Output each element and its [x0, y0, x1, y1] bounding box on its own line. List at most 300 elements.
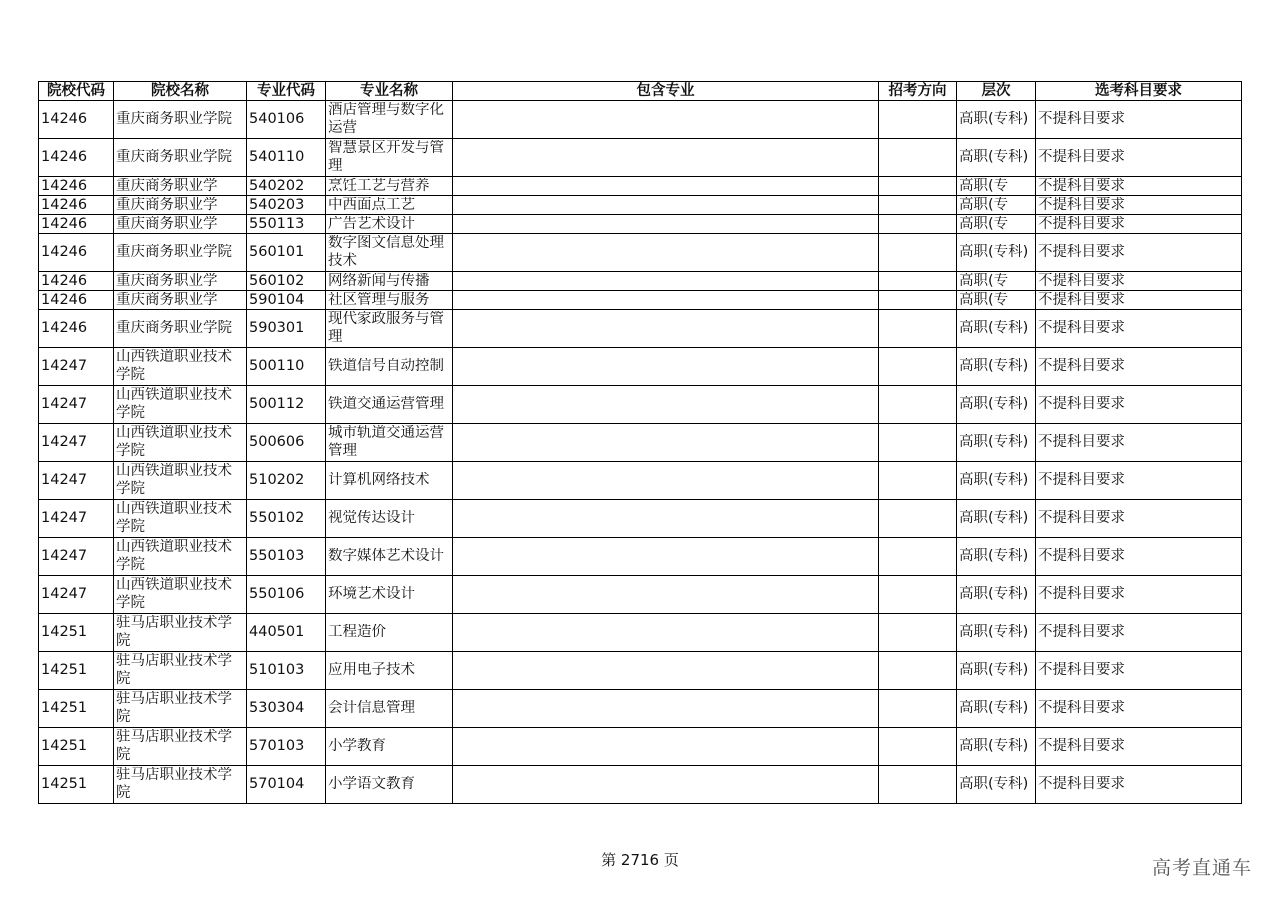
major-name-cell [326, 728, 453, 766]
table-row [39, 177, 1242, 196]
school-code-cell [39, 348, 114, 386]
school-code-cell-text: 14246 [41, 243, 88, 260]
header-major-name: 专业名称 [326, 82, 453, 101]
school-code-cell-text: 14246 [41, 110, 88, 127]
table-row [39, 234, 1242, 272]
subject-requirement-cell [1036, 576, 1242, 614]
subject-requirement-cell-text: 不提科目要求 [1038, 585, 1125, 602]
subject-requirement-cell [1036, 728, 1242, 766]
direction-cell [879, 177, 957, 196]
major-code-cell [247, 310, 326, 348]
school-code-cell [39, 538, 114, 576]
major-code-cell-text: 500110 [249, 357, 305, 374]
major-code-cell [247, 538, 326, 576]
major-code-cell [247, 766, 326, 804]
school-code-cell [39, 291, 114, 310]
school-name-cell-text: 重庆商务职业学 [116, 215, 218, 232]
table-row [39, 576, 1242, 614]
school-name-cell-text: 驻马店职业技术学院 [116, 767, 232, 801]
school-code-cell-text: 14246 [41, 272, 88, 289]
school-name-cell [114, 386, 247, 424]
school-code-cell [39, 652, 114, 690]
subject-requirement-cell-text: 不提科目要求 [1038, 737, 1125, 754]
school-name-cell [114, 500, 247, 538]
school-name-cell-text: 山西铁道职业技术学院 [116, 349, 232, 383]
included-majors-cell [453, 291, 879, 310]
table-row [39, 272, 1242, 291]
major-code-cell [247, 348, 326, 386]
major-name-cell-text: 数字图文信息处理技术 [328, 235, 444, 269]
major-name-cell-text: 智慧景区开发与管理 [328, 140, 444, 174]
subject-requirement-cell-text: 不提科目要求 [1038, 547, 1125, 564]
major-name-cell [326, 177, 453, 196]
table-row [39, 101, 1242, 139]
major-code-cell-text: 530304 [249, 699, 305, 716]
school-name-cell [114, 177, 247, 196]
level-cell [957, 348, 1036, 386]
direction-cell [879, 424, 957, 462]
subject-requirement-cell-text: 不提科目要求 [1038, 243, 1125, 260]
school-name-cell-text: 驻马店职业技术学院 [116, 615, 232, 649]
level-cell-text: 高职(专 [959, 196, 1009, 213]
major-code-cell-text: 590301 [249, 319, 305, 336]
table-row [39, 652, 1242, 690]
level-cell [957, 101, 1036, 139]
level-cell [957, 500, 1036, 538]
subject-requirement-cell [1036, 652, 1242, 690]
level-cell [957, 614, 1036, 652]
school-code-cell [39, 101, 114, 139]
major-name-cell [326, 348, 453, 386]
subject-requirement-cell [1036, 500, 1242, 538]
level-cell-text: 高职(专科) [959, 319, 1029, 336]
direction-cell [879, 500, 957, 538]
subject-requirement-cell [1036, 177, 1242, 196]
level-cell-text: 高职(专科) [959, 699, 1029, 716]
subject-requirement-cell-text: 不提科目要求 [1038, 395, 1125, 412]
included-majors-cell [453, 614, 879, 652]
included-majors-cell [453, 177, 879, 196]
major-name-cell-text: 会计信息管理 [328, 699, 415, 716]
included-majors-cell [453, 310, 879, 348]
major-code-cell [247, 652, 326, 690]
school-code-cell [39, 424, 114, 462]
school-name-cell-text: 驻马店职业技术学院 [116, 729, 232, 763]
header-school-code: 院校代码 [39, 82, 114, 101]
subject-requirement-cell-text: 不提科目要求 [1038, 433, 1125, 450]
level-cell [957, 386, 1036, 424]
direction-cell [879, 538, 957, 576]
major-name-cell [326, 652, 453, 690]
school-code-cell [39, 234, 114, 272]
major-name-cell-text: 网络新闻与传播 [328, 272, 430, 289]
school-code-cell [39, 766, 114, 804]
school-code-cell [39, 215, 114, 234]
major-name-cell [326, 101, 453, 139]
subject-requirement-cell-text: 不提科目要求 [1038, 319, 1125, 336]
direction-cell [879, 652, 957, 690]
direction-cell [879, 101, 957, 139]
major-code-cell [247, 196, 326, 215]
major-name-cell-text: 广告艺术设计 [328, 215, 415, 232]
table-row [39, 139, 1242, 177]
school-name-cell [114, 728, 247, 766]
school-code-cell-text: 14251 [41, 699, 88, 716]
included-majors-cell [453, 538, 879, 576]
school-name-cell-text: 山西铁道职业技术学院 [116, 539, 232, 573]
included-majors-cell [453, 386, 879, 424]
school-name-cell-text: 重庆商务职业学院 [116, 319, 232, 336]
major-name-cell [326, 272, 453, 291]
direction-cell [879, 310, 957, 348]
major-name-cell [326, 462, 453, 500]
school-name-cell-text: 山西铁道职业技术学院 [116, 463, 232, 497]
major-code-cell-text: 500606 [249, 433, 305, 450]
subject-requirement-cell [1036, 215, 1242, 234]
subject-requirement-cell [1036, 291, 1242, 310]
subject-requirement-cell [1036, 196, 1242, 215]
table-row [39, 462, 1242, 500]
major-code-cell-text: 590104 [249, 291, 305, 308]
level-cell-text: 高职(专科) [959, 471, 1029, 488]
included-majors-cell [453, 462, 879, 500]
level-cell [957, 690, 1036, 728]
level-cell-text: 高职(专 [959, 291, 1009, 308]
table-row [39, 538, 1242, 576]
school-code-cell-text: 14247 [41, 357, 88, 374]
level-cell [957, 310, 1036, 348]
major-name-cell [326, 386, 453, 424]
direction-cell [879, 348, 957, 386]
major-code-cell-text: 550106 [249, 585, 305, 602]
included-majors-cell [453, 348, 879, 386]
level-cell [957, 215, 1036, 234]
major-name-cell [326, 139, 453, 177]
major-code-cell-text: 440501 [249, 623, 305, 640]
school-name-cell [114, 652, 247, 690]
included-majors-cell [453, 766, 879, 804]
school-name-cell [114, 462, 247, 500]
major-name-cell-text: 烹饪工艺与营养 [328, 177, 430, 194]
school-name-cell-text: 重庆商务职业学 [116, 291, 218, 308]
major-code-cell [247, 462, 326, 500]
level-cell-text: 高职(专科) [959, 585, 1029, 602]
direction-cell [879, 690, 957, 728]
major-code-cell-text: 540203 [249, 196, 305, 213]
major-name-cell-text: 社区管理与服务 [328, 291, 430, 308]
level-cell [957, 424, 1036, 462]
school-name-cell [114, 424, 247, 462]
school-name-cell [114, 348, 247, 386]
major-name-cell [326, 196, 453, 215]
header-direction: 招考方向 [879, 82, 957, 101]
table-row [39, 196, 1242, 215]
level-cell-text: 高职(专科) [959, 737, 1029, 754]
subject-requirement-cell-text: 不提科目要求 [1038, 196, 1125, 213]
school-name-cell-text: 山西铁道职业技术学院 [116, 577, 232, 611]
subject-requirement-cell-text: 不提科目要求 [1038, 215, 1125, 232]
school-code-cell-text: 14246 [41, 215, 88, 232]
subject-requirement-cell-text: 不提科目要求 [1038, 357, 1125, 374]
school-name-cell-text: 驻马店职业技术学院 [116, 653, 232, 687]
table-row [39, 291, 1242, 310]
level-cell [957, 576, 1036, 614]
included-majors-cell [453, 424, 879, 462]
major-name-cell-text: 铁道信号自动控制 [328, 357, 444, 374]
included-majors-cell [453, 728, 879, 766]
major-name-cell [326, 538, 453, 576]
included-majors-cell [453, 101, 879, 139]
school-name-cell [114, 310, 247, 348]
major-code-cell [247, 101, 326, 139]
school-name-cell-text: 重庆商务职业学 [116, 177, 218, 194]
major-code-cell-text: 540110 [249, 148, 305, 165]
major-name-cell-text: 铁道交通运营管理 [328, 395, 444, 412]
school-code-cell-text: 14251 [41, 661, 88, 678]
school-name-cell [114, 690, 247, 728]
direction-cell [879, 386, 957, 424]
school-code-cell [39, 386, 114, 424]
major-code-cell [247, 291, 326, 310]
school-code-cell [39, 500, 114, 538]
school-code-cell [39, 462, 114, 500]
school-name-cell [114, 101, 247, 139]
level-cell [957, 766, 1036, 804]
school-code-cell [39, 728, 114, 766]
direction-cell [879, 139, 957, 177]
major-name-cell-text: 小学语文教育 [328, 775, 415, 792]
major-name-cell [326, 690, 453, 728]
school-name-cell-text: 山西铁道职业技术学院 [116, 387, 232, 421]
included-majors-cell [453, 576, 879, 614]
school-name-cell [114, 766, 247, 804]
level-cell [957, 462, 1036, 500]
level-cell-text: 高职(专科) [959, 775, 1029, 792]
included-majors-cell [453, 500, 879, 538]
included-majors-cell [453, 139, 879, 177]
school-code-cell-text: 14247 [41, 471, 88, 488]
direction-cell [879, 215, 957, 234]
direction-cell [879, 614, 957, 652]
school-name-cell [114, 139, 247, 177]
school-code-cell-text: 14246 [41, 196, 88, 213]
subject-requirement-cell [1036, 462, 1242, 500]
major-name-cell-text: 小学教育 [328, 737, 386, 754]
major-code-cell-text: 540202 [249, 177, 305, 194]
header-major-code: 专业代码 [247, 82, 326, 101]
major-code-cell [247, 614, 326, 652]
table-row [39, 500, 1242, 538]
level-cell-text: 高职(专 [959, 215, 1009, 232]
subject-requirement-cell-text: 不提科目要求 [1038, 661, 1125, 678]
major-code-cell [247, 234, 326, 272]
level-cell-text: 高职(专科) [959, 110, 1029, 127]
level-cell-text: 高职(专科) [959, 243, 1029, 260]
level-cell-text: 高职(专科) [959, 357, 1029, 374]
table-row [39, 215, 1242, 234]
school-code-cell-text: 14247 [41, 433, 88, 450]
major-code-cell-text: 510103 [249, 661, 305, 678]
school-code-cell-text: 14251 [41, 737, 88, 754]
school-code-cell-text: 14251 [41, 623, 88, 640]
school-name-cell-text: 重庆商务职业学院 [116, 148, 232, 165]
level-cell [957, 652, 1036, 690]
table-header-row [39, 82, 1242, 101]
level-cell-text: 高职(专科) [959, 661, 1029, 678]
level-cell [957, 728, 1036, 766]
major-name-cell [326, 310, 453, 348]
major-code-cell [247, 386, 326, 424]
subject-requirement-cell-text: 不提科目要求 [1038, 471, 1125, 488]
subject-requirement-cell [1036, 139, 1242, 177]
school-code-cell-text: 14246 [41, 177, 88, 194]
level-cell-text: 高职(专科) [959, 623, 1029, 640]
level-cell [957, 538, 1036, 576]
school-code-cell [39, 576, 114, 614]
subject-requirement-cell [1036, 386, 1242, 424]
school-name-cell [114, 215, 247, 234]
school-name-cell [114, 614, 247, 652]
level-cell-text: 高职(专 [959, 272, 1009, 289]
level-cell-text: 高职(专科) [959, 148, 1029, 165]
table-row [39, 348, 1242, 386]
level-cell [957, 234, 1036, 272]
table-row [39, 728, 1242, 766]
major-name-cell-text: 工程造价 [328, 623, 386, 640]
major-code-cell [247, 177, 326, 196]
subject-requirement-cell-text: 不提科目要求 [1038, 623, 1125, 640]
direction-cell [879, 728, 957, 766]
school-code-cell-text: 14246 [41, 319, 88, 336]
level-cell-text: 高职(专科) [959, 509, 1029, 526]
major-code-cell [247, 215, 326, 234]
subject-requirement-cell [1036, 538, 1242, 576]
direction-cell [879, 462, 957, 500]
major-code-cell-text: 560102 [249, 272, 305, 289]
subject-requirement-cell [1036, 690, 1242, 728]
subject-requirement-cell-text: 不提科目要求 [1038, 272, 1125, 289]
subject-requirement-cell-text: 不提科目要求 [1038, 148, 1125, 165]
table-row [39, 614, 1242, 652]
major-code-cell-text: 540106 [249, 110, 305, 127]
subject-requirement-cell [1036, 424, 1242, 462]
school-name-cell [114, 234, 247, 272]
subject-requirement-cell [1036, 766, 1242, 804]
major-name-cell [326, 234, 453, 272]
school-code-cell-text: 14247 [41, 547, 88, 564]
school-name-cell-text: 重庆商务职业学院 [116, 243, 232, 260]
school-code-cell-text: 14246 [41, 291, 88, 308]
school-code-cell-text: 14251 [41, 775, 88, 792]
major-code-cell-text: 500112 [249, 395, 305, 412]
major-name-cell [326, 215, 453, 234]
level-cell [957, 177, 1036, 196]
major-name-cell-text: 中西面点工艺 [328, 196, 415, 213]
school-code-cell [39, 139, 114, 177]
major-name-cell-text: 视觉传达设计 [328, 509, 415, 526]
subject-requirement-cell [1036, 348, 1242, 386]
major-code-cell-text: 570104 [249, 775, 305, 792]
major-name-cell-text: 数字媒体艺术设计 [328, 547, 444, 564]
direction-cell [879, 196, 957, 215]
major-name-cell [326, 500, 453, 538]
level-cell [957, 291, 1036, 310]
subject-requirement-cell [1036, 101, 1242, 139]
major-name-cell [326, 614, 453, 652]
level-cell-text: 高职(专科) [959, 395, 1029, 412]
school-name-cell-text: 驻马店职业技术学院 [116, 691, 232, 725]
included-majors-cell [453, 652, 879, 690]
school-code-cell-text: 14246 [41, 148, 88, 165]
included-majors-cell [453, 215, 879, 234]
subject-requirement-cell-text: 不提科目要求 [1038, 699, 1125, 716]
major-name-cell-text: 环境艺术设计 [328, 585, 415, 602]
header-included-majors: 包含专业 [453, 82, 879, 101]
major-code-cell-text: 550102 [249, 509, 305, 526]
major-code-cell [247, 690, 326, 728]
major-code-cell [247, 424, 326, 462]
school-code-cell-text: 14247 [41, 395, 88, 412]
header-school-name: 院校名称 [114, 82, 247, 101]
school-name-cell [114, 576, 247, 614]
major-name-cell-text: 现代家政服务与管理 [328, 311, 444, 345]
subject-requirement-cell-text: 不提科目要求 [1038, 177, 1125, 194]
subject-requirement-cell-text: 不提科目要求 [1038, 509, 1125, 526]
school-name-cell-text: 山西铁道职业技术学院 [116, 501, 232, 535]
major-name-cell [326, 576, 453, 614]
school-code-cell [39, 614, 114, 652]
school-code-cell [39, 272, 114, 291]
watermark-text: 高考直通车 [1151, 857, 1252, 879]
subject-requirement-cell [1036, 614, 1242, 652]
major-name-cell-text: 计算机网络技术 [328, 471, 430, 488]
direction-cell [879, 234, 957, 272]
table-row [39, 424, 1242, 462]
school-code-cell [39, 196, 114, 215]
level-cell-text: 高职(专 [959, 177, 1009, 194]
level-cell [957, 196, 1036, 215]
major-code-cell [247, 272, 326, 291]
school-name-cell-text: 重庆商务职业学 [116, 196, 218, 213]
school-name-cell-text: 重庆商务职业学院 [116, 110, 232, 127]
level-cell-text: 高职(专科) [959, 433, 1029, 450]
major-code-cell [247, 576, 326, 614]
major-name-cell [326, 766, 453, 804]
subject-requirement-cell-text: 不提科目要求 [1038, 775, 1125, 792]
school-code-cell [39, 310, 114, 348]
included-majors-cell [453, 272, 879, 291]
major-name-cell-text: 酒店管理与数字化运营 [328, 102, 444, 136]
major-name-cell-text: 城市轨道交通运营管理 [328, 425, 444, 459]
subject-requirement-cell [1036, 234, 1242, 272]
school-name-cell-text: 重庆商务职业学 [116, 272, 218, 289]
table-row [39, 766, 1242, 804]
major-name-cell [326, 424, 453, 462]
admission-table [38, 81, 1242, 804]
header-subject-requirement: 选考科目要求 [1036, 82, 1242, 101]
major-code-cell-text: 560101 [249, 243, 305, 260]
major-code-cell-text: 570103 [249, 737, 305, 754]
subject-requirement-cell-text: 不提科目要求 [1038, 110, 1125, 127]
level-cell-text: 高职(专科) [959, 547, 1029, 564]
major-code-cell [247, 728, 326, 766]
school-name-cell-text: 山西铁道职业技术学院 [116, 425, 232, 459]
major-code-cell-text: 550103 [249, 547, 305, 564]
included-majors-cell [453, 690, 879, 728]
school-code-cell [39, 177, 114, 196]
included-majors-cell [453, 196, 879, 215]
table-row [39, 386, 1242, 424]
